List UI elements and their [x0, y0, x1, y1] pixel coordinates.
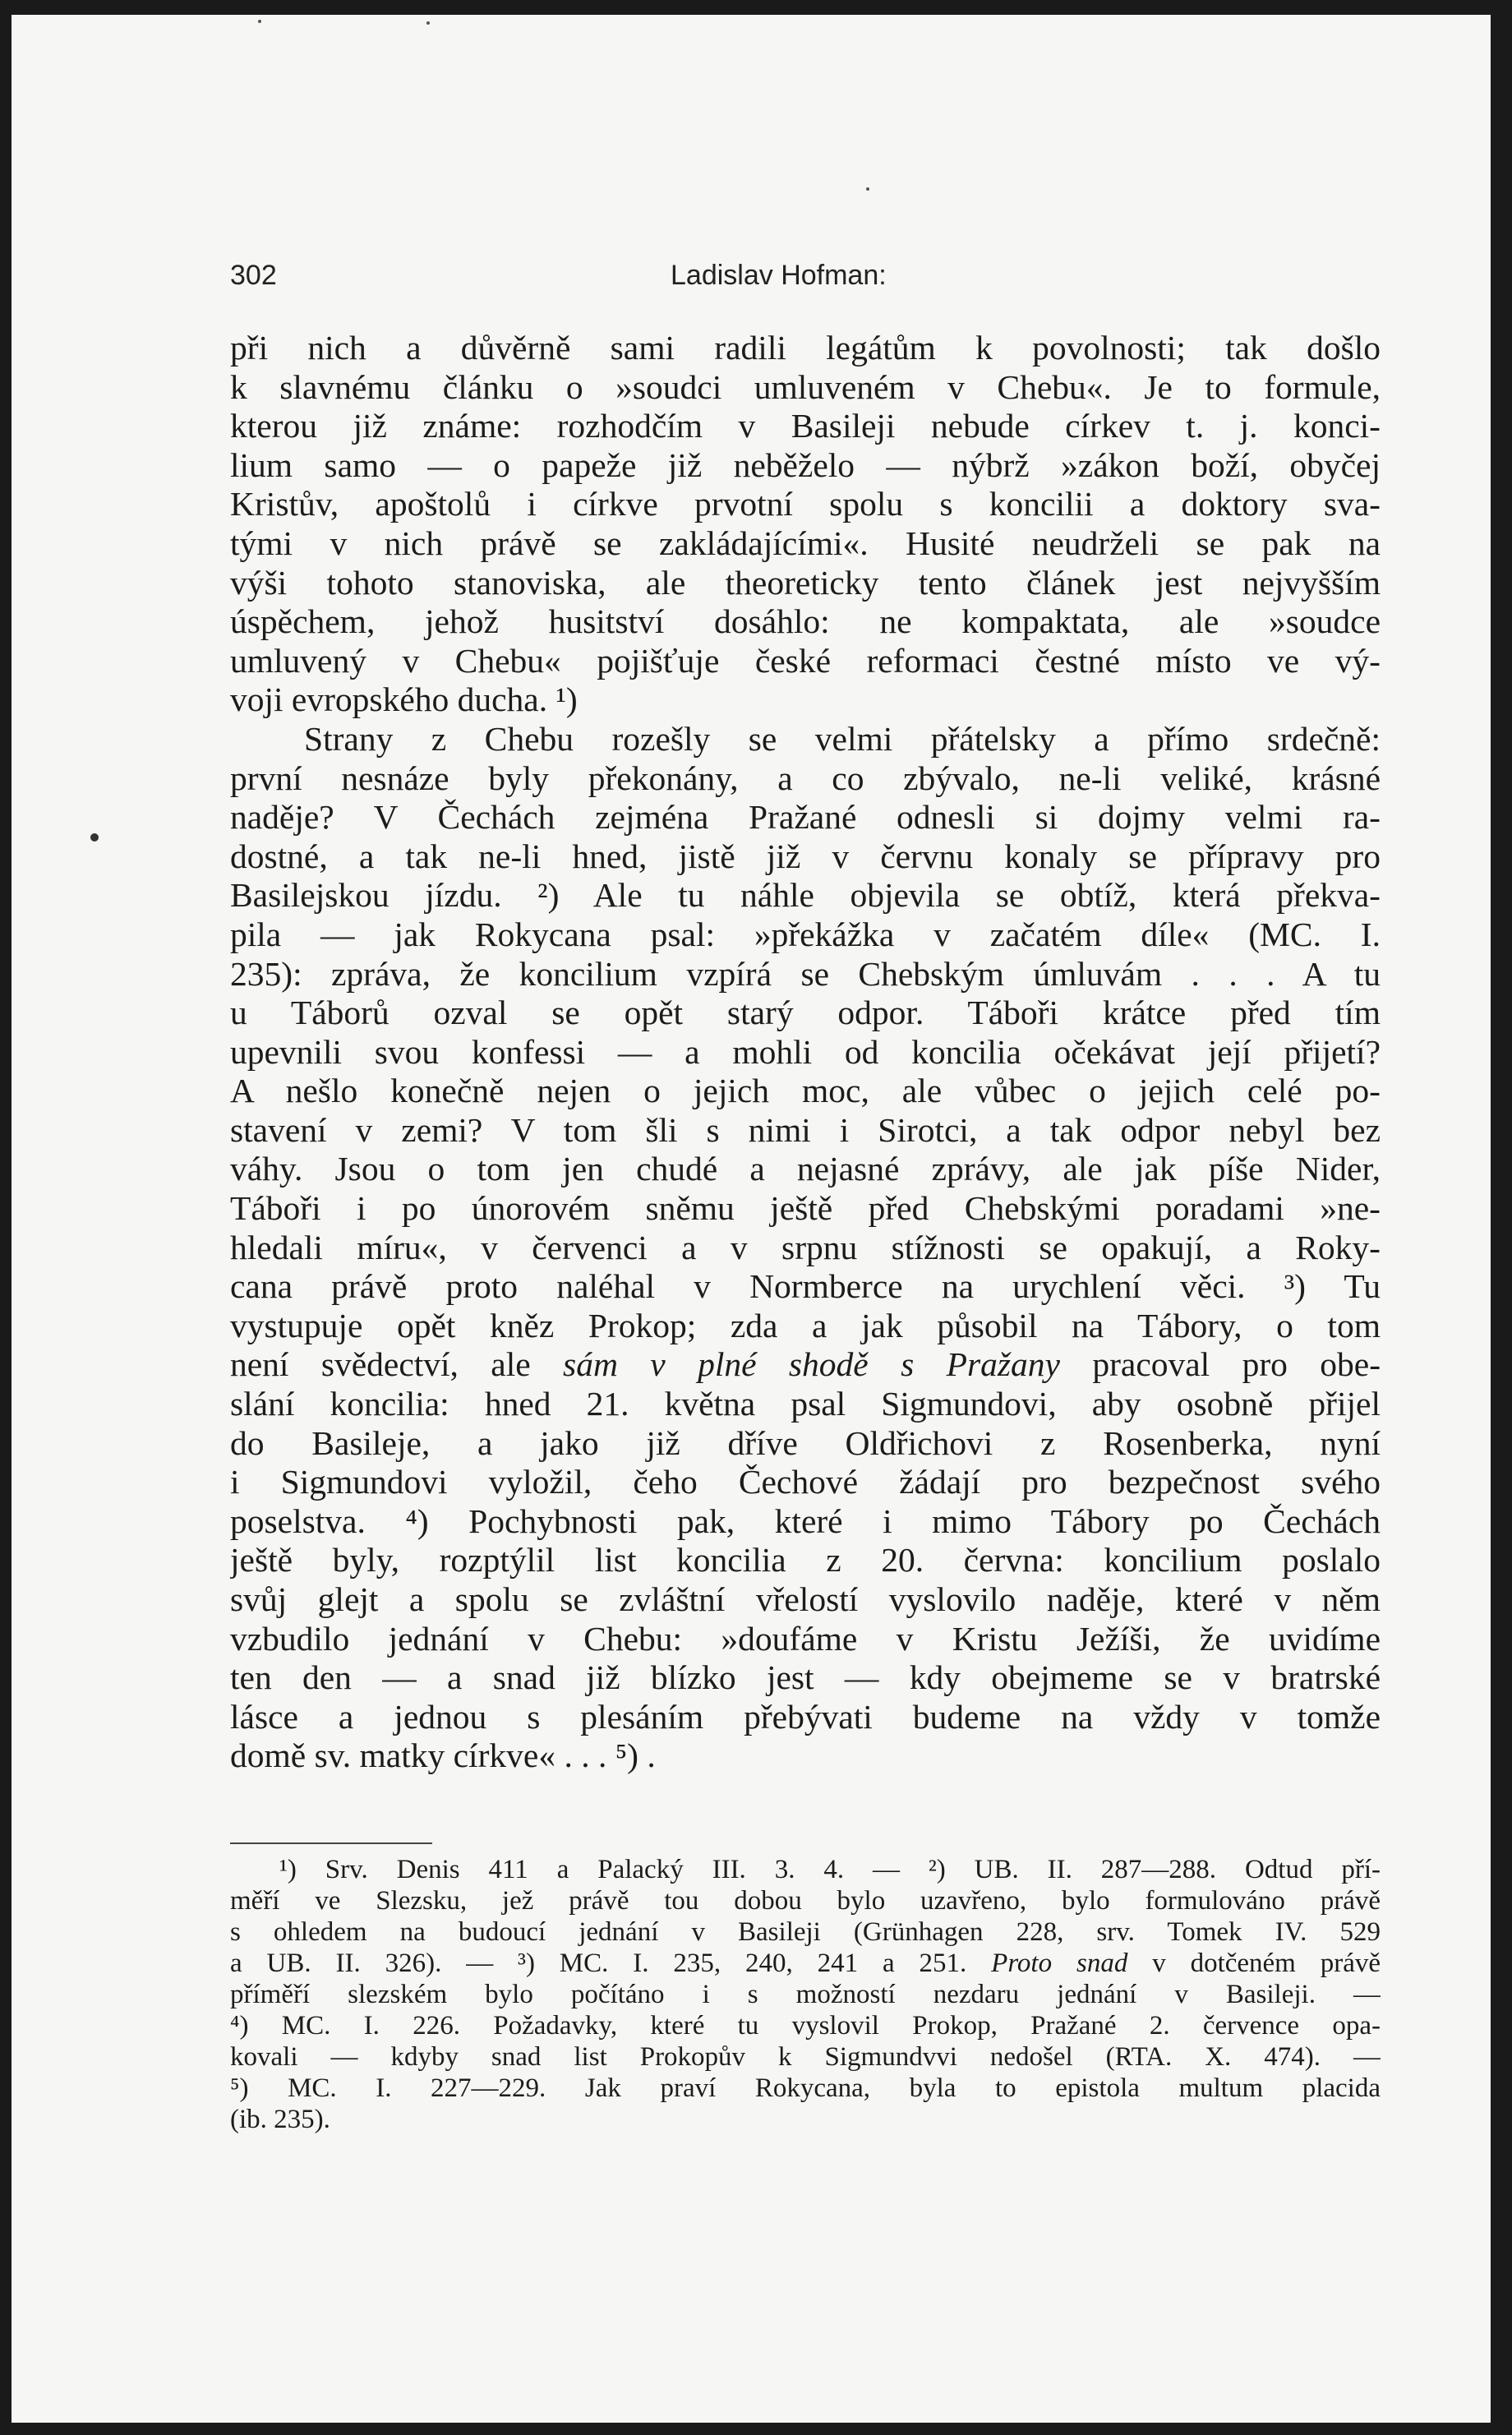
text-line: hledali míru«, v červenci a v srpnu stížnosti se opakují, a Roky- — [230, 1228, 1381, 1266]
text-line: voji evropského ducha. ¹) — [230, 680, 578, 719]
text-line: umluvený v Chebu« pojišťuje české reformaci čestné místo ve vý- — [230, 641, 1381, 680]
text-line: pila — jak Rokycana psal: »překážka v začatém díle« (MC. I. — [230, 915, 1381, 953]
text-line: vzbudilo jednání v Chebu: »doufáme v Kristu Ježíši, že uvidíme — [230, 1619, 1381, 1658]
footnote-line: ¹) Srv. Denis 411 a Palacký III. 3. 4. — ²) UB. II. 287—288. Odtud pří- — [279, 1855, 1381, 1884]
text-line: u Táborů ozval se opět starý odpor. Táboři krátce před tím — [230, 994, 1381, 1032]
text-line: dostné, a tak ne-li hned, jistě již v červnu konaly se přípravy pro — [230, 837, 1381, 875]
text-segment: pracoval pro obe- — [1092, 1345, 1381, 1384]
footnote-line: ⁵) MC. I. 227—229. Jak praví Rokycana, byla to epistola multum placida — [230, 2073, 1381, 2103]
book-page — [12, 15, 1491, 2423]
text-line: slání koncilia: hned 21. května psal Sigmundovi, aby osobně přijel — [230, 1385, 1381, 1423]
text-line: do Basileje, a jako již dříve Oldřichovi z Rosenberka, nyní — [230, 1423, 1381, 1462]
main-text — [230, 329, 1381, 1776]
text-line-with-italic — [230, 1345, 1381, 1385]
scan-speck — [866, 187, 869, 191]
text-line: úspěchem, jehož husitství dosáhlo: ne kompaktata, ale »soudce — [230, 602, 1381, 641]
text-line: Táboři i po únorovém sněmu ještě před Chebskými poradami »ne- — [230, 1189, 1381, 1228]
footnote-line: (ib. 235). — [230, 2105, 330, 2134]
text-line: ještě byly, rozptýlil list koncilia z 20. června: koncilium poslalo — [230, 1541, 1381, 1580]
footnote-line: s ohledem na budoucí jednání v Basileji (Grünhagen 228, srv. Tomek IV. 529 — [230, 1917, 1381, 1947]
text-line: lásce a jednou s plesáním přebývati budeme na vždy v tomže — [230, 1697, 1381, 1736]
text-line: Kristův, apoštolů i církve prvotní spolu s koncilii a doktory sva- — [230, 485, 1381, 523]
text-line: kterou již známe: rozhodčím v Basileji nebude církev t. j. konci- — [230, 407, 1381, 445]
text-line: naděje? V Čechách zejména Pražané odnesli si dojmy velmi ra- — [230, 798, 1381, 837]
scan-speck — [426, 21, 430, 25]
footnotes — [230, 1854, 1381, 2135]
margin-mark — [90, 833, 99, 842]
text-line: poselstva. ⁴) Pochybnosti pak, které i mimo Tábory po Čechách — [230, 1501, 1381, 1540]
footnote-line: měří ve Slezsku, jež právě tou dobou bylo uzavřeno, bylo formulováno právě — [230, 1886, 1381, 1916]
text-line: upevnili svou konfessi — a mohli od koncilia očekávat její přijetí? — [230, 1032, 1381, 1071]
scan-speck — [258, 20, 261, 23]
text-line: váhy. Jsou o tom jen chudé a nejasné zprávy, ale jak píše Nider, — [230, 1150, 1381, 1188]
text-line: vystupuje opět kněz Prokop; zda a jak působil na Tábory, o tom — [230, 1306, 1381, 1344]
running-title: Ladislav Hofman: — [671, 260, 887, 291]
text-line: domě sv. matky církve« . . . ⁵) . — [230, 1736, 656, 1775]
page-number: 302 — [230, 260, 277, 291]
text-line: při nich a důvěrně sami radili legátům k povolnosti; tak došlo — [230, 329, 1381, 367]
italic-phrase: sám v plné shodě s — [563, 1345, 915, 1384]
text-line: ten den — a snad již blízko jest — kdy obejmeme se v bratrské — [230, 1658, 1381, 1697]
text-line: Basilejskou jízdu. ²) Ale tu náhle objevila se obtíž, která překva- — [230, 876, 1381, 915]
paragraph-start: Strany z Chebu rozešly se velmi přátelsky a přímo srdečně: — [304, 719, 1381, 758]
text-line: tými v nich právě se zakládajícími«. Husité neudrželi se pak na — [230, 523, 1381, 562]
footnote-line-with-italic — [230, 1948, 1381, 1979]
footnote-segment: v dotčeném právě — [1152, 1948, 1381, 1978]
text-segment: není svědectví, ale — [230, 1345, 531, 1384]
italic-phrase: Proto snad — [991, 1948, 1128, 1978]
footnote-segment: a UB. II. 326). — ³) MC. I. 235, 240, 241 a 251. — [230, 1948, 967, 1978]
text-line: stavení v zemi? V tom šli s nimi i Sirotci, a tak odpor nebyl bez — [230, 1110, 1381, 1149]
footnote-line: příměří slezském bylo počítáno i s možností nezdaru jednání v Basileji. — — [230, 1980, 1381, 2009]
text-line: výši tohoto stanoviska, ale theoreticky tento článek jest nejvyšším — [230, 563, 1381, 602]
footnote-rule — [230, 1842, 432, 1844]
text-line: A nešlo konečně nejen o jejich moc, ale vůbec o jejich celé po- — [230, 1072, 1381, 1110]
footnote-line: kovali — kdyby snad list Prokopův k Sigmundvvi nedošel (RTA. X. 474). — — [230, 2042, 1381, 2072]
page-header — [230, 250, 1381, 299]
text-line: 235): zpráva, že koncilium vzpírá se Chebským úmluvám . . . A tu — [230, 954, 1381, 993]
text-line: i Sigmundovi vyložil, čeho Čechové žádají pro bezpečnost svého — [230, 1463, 1381, 1501]
text-line: cana právě proto naléhal v Normberce na urychlení věci. ³) Tu — [230, 1267, 1381, 1306]
text-line: k slavnému článku o »soudci umluveném v Chebu«. Je to formule, — [230, 367, 1381, 406]
text-line: lium samo — o papeže již neběželo — nýbrž »zákon boží, obyčej — [230, 445, 1381, 484]
text-line: první nesnáze byly překonány, a co zbývalo, ne-li veliké, krásné — [230, 759, 1381, 797]
text-line: svůj glejt a spolu se zvláštní vřelostí vyslovilo naděje, které v něm — [230, 1580, 1381, 1618]
footnote-line: ⁴) MC. I. 226. Požadavky, které tu vyslovil Prokop, Pražané 2. července opa- — [230, 2011, 1381, 2041]
italic-word: Pražany — [946, 1345, 1060, 1384]
